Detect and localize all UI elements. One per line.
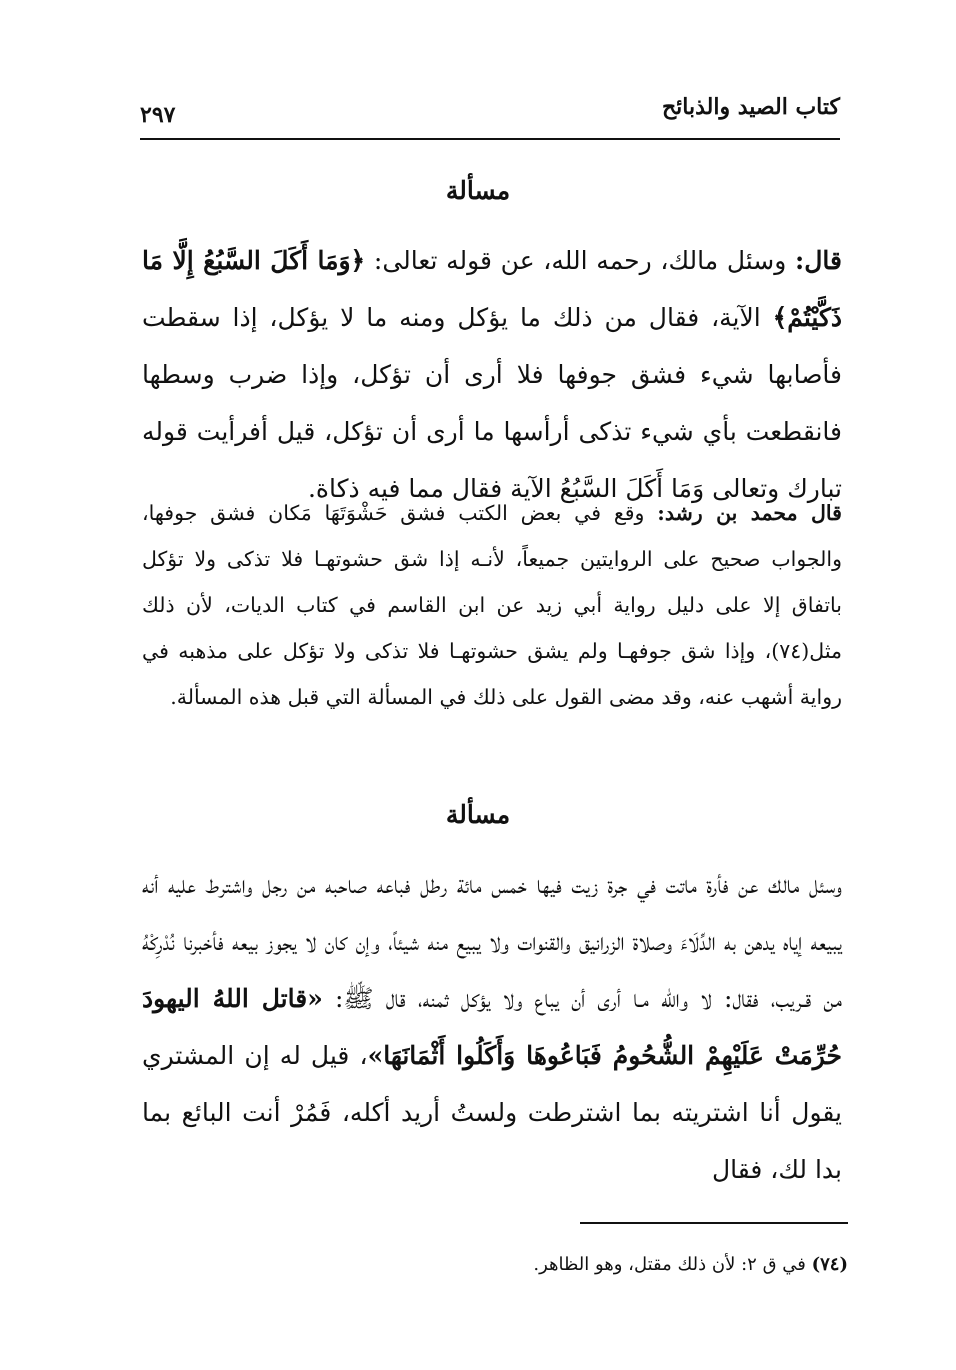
commentator-label: قال محمد بن رشد: [657,501,842,525]
second-question-text-part2: ، قيل له إن المشتري يقول أنا اشتريته بما اشترطت ولستُ أريد أكله، فَمُرْ أنت البائع بما بدا لك، فقال [142,1041,842,1184]
running-title: كتاب الصيد والذبائح [661,94,840,120]
commentary-text: وقع في بعض الكتب فشق حَشْوَتَهَا مَكان فشق جوفها، والجواب صحيح على الروايتين جميعاً، لأنـه إذا شق حشوتهـا فلا تذكى ولا تؤكل باتفاق إلا على دليل رواية أبي زيد عن ابن القاسم في كتاب الديات، لأن ذلك مثل(٧٤)، وإذا شق جوفهـا ولم يشق حشوتهـا فلا تذكى ولا تؤكل على مذهبه في رواية أشهب عنه، وقد مضى القول على ذلك في المسألة التي قبل هذه المسألة. [142,501,842,709]
section-heading-1: مسألة [445,176,511,205]
footnote-text: في ق ٢: لأن ذلك مقتل، وهو الظاهر. [533,1254,812,1275]
commentary-paragraph [142,490,842,720]
question-text-part2: الآية، فقال من ذلك ما يؤكل ومنه ما لا يؤكل، إذا سقطت فأصابها شيء فشق جوفها فلا أرى أن تؤكل، وإذا ضرب وسطها فانقطعت بأي شيء تذكى أرأسها ما أرى أن تؤكل، قيل أفرأيت قوله تبارك وتعالى وَمَا أَكَلَ السَّبُعُ الآية فقال مما فيه ذكاة. [142,303,842,503]
speaker-label: قال: [795,246,842,275]
footnote-number: (٧٤) [811,1254,848,1275]
footnote [142,1254,848,1275]
question-text-part1: وسئل مالك، رحمه الله، عن قوله تعالى: [365,246,796,275]
second-question-paragraph [142,856,842,1198]
quran-verse: ﴿وَمَا أَكَلَ السَّبُعُ إِلَّا مَا ذَكَّيْتُمْ﴾ [142,246,842,332]
footnote-divider [580,1222,848,1224]
running-header [140,88,840,140]
question-paragraph [142,232,842,517]
second-question-text-part1: وسئل مالك عن فأرة ماتت في جرة زيت فيها خمس مائة رطل فباعه صاحبه من رجل واشترط عليه أنه يبيعه إياه يدهن به الدِّلَاءَ وصلاة الزرانيق والقنوات ولا يبيع منه شيئاً، وإن كان لا يجوز بيعه فأخبرنا نُدْرِكْهُ من قـريب، فقال: لا والله مـا أرى أن يباع ولا يؤكل ثمنه، قال ﷺ: [142,870,842,1013]
section-heading-2: مسألة [445,800,511,829]
hadith-quote: «قاتل اللهُ اليهودَ حُرِّمَتْ عَلَيْهِمْ الشُّحُومُ فَبَاعُوهَا وَأَكَلُوا أَثْمَانَهَا» [142,984,842,1070]
page-number: ٢٩٧ [140,102,176,128]
